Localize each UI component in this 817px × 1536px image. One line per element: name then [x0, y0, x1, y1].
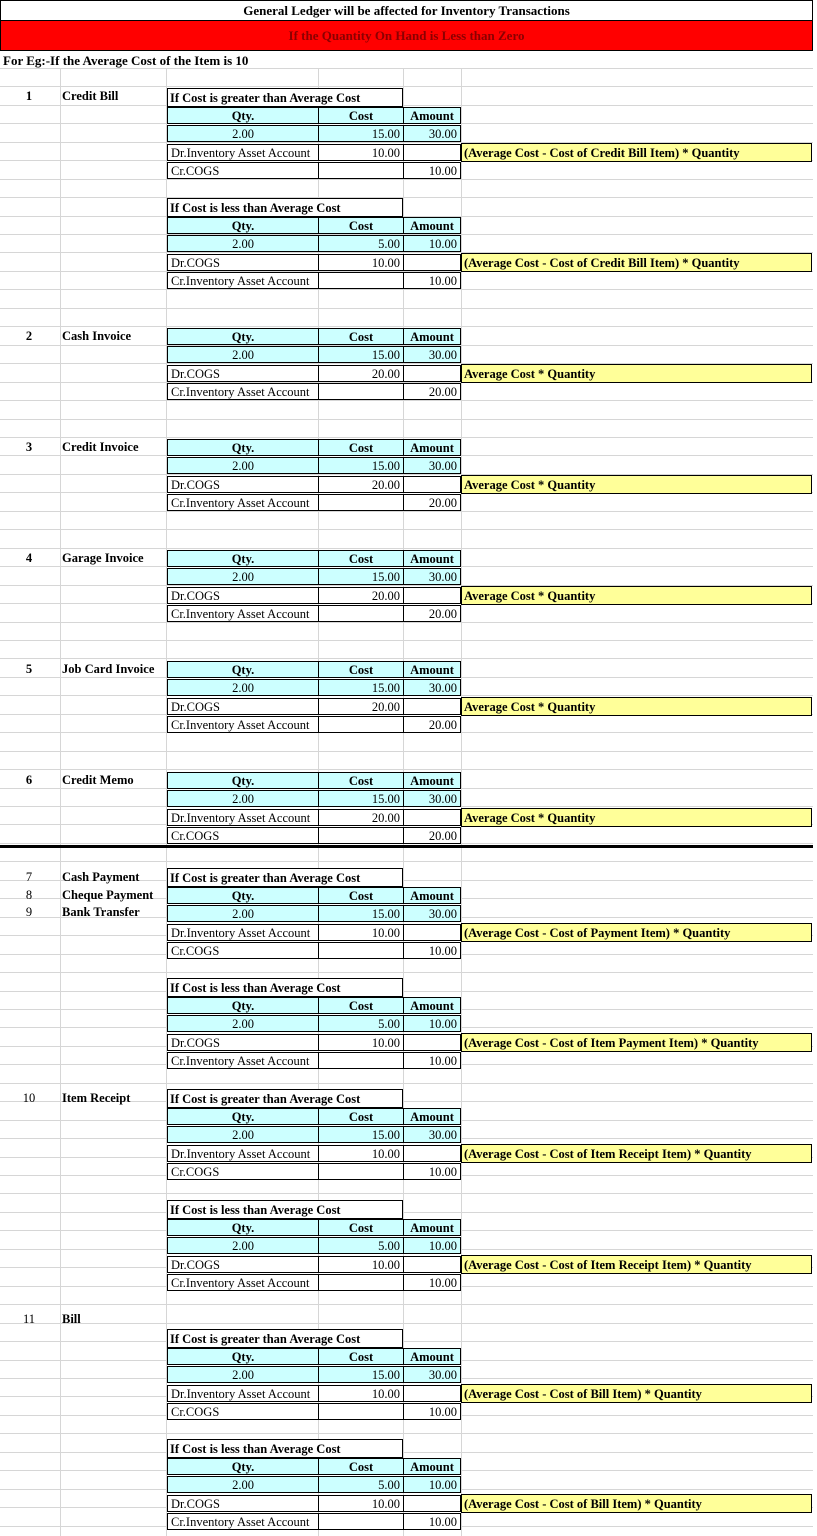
- debit-cost: 20.00: [318, 809, 404, 826]
- cost-value: 5.00: [318, 1476, 404, 1493]
- heading-greater: If Cost is greater than Average Cost: [167, 868, 403, 887]
- credit-account: Cr.Inventory Asset Account: [167, 1052, 319, 1069]
- amount-value: 30.00: [403, 1126, 461, 1143]
- amount-header: Amount: [403, 1348, 461, 1365]
- cost-value: 15.00: [318, 457, 404, 474]
- amount-header: Amount: [403, 107, 461, 124]
- qty-header: Qty.: [167, 328, 319, 345]
- grid-line: [0, 105, 813, 106]
- grid-line: [0, 640, 813, 641]
- credit-cost-empty: [318, 272, 404, 289]
- cost-header: Cost: [318, 887, 404, 904]
- grid-line: [0, 1212, 813, 1213]
- grid-line: [0, 769, 813, 770]
- grid-line: [0, 437, 813, 438]
- sheet-title: General Ledger will be affected for Inventory Transactions: [0, 0, 813, 21]
- section-number: 4: [25, 551, 33, 565]
- grid-line: [0, 1341, 813, 1342]
- credit-account: Cr.Inventory Asset Account: [167, 716, 319, 733]
- debit-cost: 20.00: [318, 698, 404, 715]
- debit-amount-empty: [403, 1145, 461, 1162]
- grid-line: [0, 972, 813, 973]
- debit-amount-empty: [403, 144, 461, 161]
- qty-header: Qty.: [167, 1348, 319, 1365]
- amount-value: 10.00: [403, 1015, 461, 1032]
- debit-account: Dr.COGS: [167, 1034, 319, 1051]
- amount-value: 10.00: [403, 235, 461, 252]
- cost-value: 5.00: [318, 1015, 404, 1032]
- grid-line: [0, 548, 813, 549]
- grid-line: [0, 308, 813, 309]
- credit-cost-empty: [318, 1274, 404, 1291]
- cost-value: 5.00: [318, 235, 404, 252]
- formula-note: Average Cost * Quantity: [461, 586, 812, 605]
- cost-value: 15.00: [318, 346, 404, 363]
- qty-value: 2.00: [167, 457, 319, 474]
- grid-line: [0, 1193, 813, 1194]
- amount-value: 30.00: [403, 457, 461, 474]
- qty-value: 2.00: [167, 568, 319, 585]
- cost-header: Cost: [318, 1348, 404, 1365]
- credit-account: Cr.COGS: [167, 1163, 319, 1180]
- cost-value: 15.00: [318, 905, 404, 922]
- debit-cost: 10.00: [318, 1385, 404, 1402]
- grid-line: [0, 991, 813, 992]
- debit-amount-empty: [403, 587, 461, 604]
- section-divider: [0, 845, 813, 848]
- cost-value: 15.00: [318, 679, 404, 696]
- credit-cost-empty: [318, 1513, 404, 1530]
- credit-amount: 10.00: [403, 1163, 461, 1180]
- debit-amount-empty: [403, 1495, 461, 1512]
- cost-value: 15.00: [318, 568, 404, 585]
- debit-account: Dr.COGS: [167, 1256, 319, 1273]
- debit-cost: 10.00: [318, 1034, 404, 1051]
- grid-line: [0, 289, 813, 290]
- qty-header: Qty.: [167, 1108, 319, 1125]
- formula-note: (Average Cost - Cost of Item Receipt Item) * Quantity: [461, 1255, 812, 1274]
- formula-note: (Average Cost - Cost of Bill Item) * Quantity: [461, 1384, 812, 1403]
- section-number: 3: [25, 440, 33, 454]
- credit-account: Cr.Inventory Asset Account: [167, 383, 319, 400]
- amount-value: 30.00: [403, 125, 461, 142]
- credit-account: Cr.COGS: [167, 827, 319, 844]
- amount-header: Amount: [403, 772, 461, 789]
- debit-cost: 20.00: [318, 365, 404, 382]
- credit-account: Cr.COGS: [167, 1403, 319, 1420]
- section-number: 10: [22, 1091, 36, 1105]
- credit-account: Cr.COGS: [167, 942, 319, 959]
- debit-amount-empty: [403, 254, 461, 271]
- section-number: 6: [25, 773, 33, 787]
- credit-amount: 20.00: [403, 494, 461, 511]
- qty-value: 2.00: [167, 235, 319, 252]
- amount-value: 10.00: [403, 1237, 461, 1254]
- cost-header: Cost: [318, 107, 404, 124]
- example-text: For Eg:-If the Average Cost of the Item is 10: [3, 53, 249, 68]
- formula-note: Average Cost * Quantity: [461, 475, 812, 494]
- amount-header: Amount: [403, 439, 461, 456]
- section-number: 8: [25, 888, 33, 902]
- formula-note: Average Cost * Quantity: [461, 808, 812, 827]
- credit-amount: 10.00: [403, 1513, 461, 1530]
- grid-line: [0, 326, 813, 327]
- cost-header: Cost: [318, 1108, 404, 1125]
- credit-account: Cr.Inventory Asset Account: [167, 605, 319, 622]
- section-label: Bank Transfer: [62, 905, 140, 919]
- credit-amount: 20.00: [403, 827, 461, 844]
- amount-header: Amount: [403, 1219, 461, 1236]
- amount-header: Amount: [403, 217, 461, 234]
- credit-cost-empty: [318, 383, 404, 400]
- section-number: 11: [22, 1312, 36, 1326]
- grid-line: [0, 658, 813, 659]
- debit-account: Dr.COGS: [167, 698, 319, 715]
- credit-account: Cr.Inventory Asset Account: [167, 1513, 319, 1530]
- cost-header: Cost: [318, 550, 404, 567]
- amount-header: Amount: [403, 550, 461, 567]
- credit-amount: 10.00: [403, 1403, 461, 1420]
- qty-header: Qty.: [167, 772, 319, 789]
- credit-amount: 10.00: [403, 162, 461, 179]
- section-label: Garage Invoice: [62, 551, 144, 565]
- cost-header: Cost: [318, 1219, 404, 1236]
- formula-note: (Average Cost - Cost of Item Payment Item) * Quantity: [461, 1033, 812, 1052]
- condition-banner: If the Quantity On Hand is Less than Zero: [0, 20, 813, 51]
- heading-less: If Cost is less than Average Cost: [167, 1200, 403, 1219]
- cost-header: Cost: [318, 439, 404, 456]
- cost-value: 15.00: [318, 790, 404, 807]
- formula-note: Average Cost * Quantity: [461, 364, 812, 383]
- section-label: Cheque Payment: [62, 888, 154, 902]
- debit-cost: 10.00: [318, 1256, 404, 1273]
- qty-value: 2.00: [167, 905, 319, 922]
- qty-value: 2.00: [167, 1366, 319, 1383]
- formula-note: Average Cost * Quantity: [461, 697, 812, 716]
- heading-less: If Cost is less than Average Cost: [167, 1439, 403, 1458]
- cost-header: Cost: [318, 217, 404, 234]
- grid-line: [0, 529, 813, 530]
- debit-amount-empty: [403, 365, 461, 382]
- debit-account: Dr.Inventory Asset Account: [167, 924, 319, 941]
- formula-note: (Average Cost - Cost of Credit Bill Item) * Quantity: [461, 143, 812, 162]
- cost-header: Cost: [318, 1458, 404, 1475]
- amount-value: 30.00: [403, 346, 461, 363]
- credit-account: Cr.Inventory Asset Account: [167, 1274, 319, 1291]
- debit-cost: 20.00: [318, 476, 404, 493]
- section-number: 2: [25, 329, 33, 343]
- qty-value: 2.00: [167, 679, 319, 696]
- formula-note: (Average Cost - Cost of Credit Bill Item) * Quantity: [461, 253, 812, 272]
- debit-amount-empty: [403, 476, 461, 493]
- section-label: Cash Payment: [62, 870, 140, 884]
- debit-amount-empty: [403, 924, 461, 941]
- credit-cost-empty: [318, 716, 404, 733]
- credit-cost-empty: [318, 605, 404, 622]
- cost-value: 5.00: [318, 1237, 404, 1254]
- amount-value: 30.00: [403, 790, 461, 807]
- debit-account: Dr.Inventory Asset Account: [167, 1145, 319, 1162]
- grid-line: [0, 622, 813, 623]
- qty-value: 2.00: [167, 125, 319, 142]
- amount-value: 30.00: [403, 679, 461, 696]
- amount-value: 30.00: [403, 568, 461, 585]
- amount-value: 30.00: [403, 1366, 461, 1383]
- cost-value: 15.00: [318, 125, 404, 142]
- qty-value: 2.00: [167, 1015, 319, 1032]
- qty-header: Qty.: [167, 1458, 319, 1475]
- formula-note: (Average Cost - Cost of Bill Item) * Quantity: [461, 1494, 812, 1513]
- qty-value: 2.00: [167, 346, 319, 363]
- grid-line: [0, 751, 813, 752]
- credit-cost-empty: [318, 1163, 404, 1180]
- credit-cost-empty: [318, 162, 404, 179]
- qty-value: 2.00: [167, 1126, 319, 1143]
- debit-account: Dr.COGS: [167, 476, 319, 493]
- cost-header: Cost: [318, 661, 404, 678]
- grid-line: [0, 179, 813, 180]
- debit-amount-empty: [403, 1034, 461, 1051]
- cost-header: Cost: [318, 772, 404, 789]
- credit-cost-empty: [318, 827, 404, 844]
- qty-header: Qty.: [167, 107, 319, 124]
- credit-account: Cr.COGS: [167, 162, 319, 179]
- section-number: 7: [25, 870, 33, 884]
- debit-account: Dr.Inventory Asset Account: [167, 1385, 319, 1402]
- heading-less: If Cost is less than Average Cost: [167, 978, 403, 997]
- credit-amount: 10.00: [403, 942, 461, 959]
- section-label: Credit Invoice: [62, 440, 139, 454]
- debit-account: Dr.Inventory Asset Account: [167, 144, 319, 161]
- grid-line: [0, 1452, 813, 1453]
- qty-header: Qty.: [167, 550, 319, 567]
- grid-line: [0, 419, 813, 420]
- amount-value: 30.00: [403, 905, 461, 922]
- cost-header: Cost: [318, 328, 404, 345]
- section-label: Bill: [62, 1312, 81, 1326]
- credit-account: Cr.Inventory Asset Account: [167, 494, 319, 511]
- debit-account: Dr.COGS: [167, 254, 319, 271]
- section-label: Credit Memo: [62, 773, 134, 787]
- debit-account: Dr.COGS: [167, 587, 319, 604]
- heading-less: If Cost is less than Average Cost: [167, 198, 403, 217]
- amount-header: Amount: [403, 328, 461, 345]
- debit-account: Dr.Inventory Asset Account: [167, 809, 319, 826]
- qty-value: 2.00: [167, 790, 319, 807]
- debit-cost: 10.00: [318, 144, 404, 161]
- amount-header: Amount: [403, 997, 461, 1014]
- debit-amount-empty: [403, 1256, 461, 1273]
- debit-amount-empty: [403, 698, 461, 715]
- grid-line: [0, 400, 813, 401]
- grid-line: [0, 1433, 813, 1434]
- debit-cost: 10.00: [318, 924, 404, 941]
- cost-header: Cost: [318, 997, 404, 1014]
- qty-header: Qty.: [167, 661, 319, 678]
- amount-header: Amount: [403, 887, 461, 904]
- credit-cost-empty: [318, 942, 404, 959]
- cost-value: 15.00: [318, 1126, 404, 1143]
- grid-line: [0, 1323, 813, 1324]
- formula-note: (Average Cost - Cost of Item Receipt Item) * Quantity: [461, 1144, 812, 1163]
- cost-value: 15.00: [318, 1366, 404, 1383]
- debit-account: Dr.COGS: [167, 1495, 319, 1512]
- qty-header: Qty.: [167, 1219, 319, 1236]
- heading-greater: If Cost is greater than Average Cost: [167, 1089, 403, 1108]
- credit-amount: 20.00: [403, 605, 461, 622]
- grid-line: [0, 86, 813, 87]
- grid-line: [0, 861, 813, 862]
- debit-amount-empty: [403, 809, 461, 826]
- heading-greater: If Cost is greater than Average Cost: [167, 1329, 403, 1348]
- heading-greater: If Cost is greater than Average Cost: [167, 88, 403, 107]
- credit-cost-empty: [318, 494, 404, 511]
- credit-amount: 10.00: [403, 1052, 461, 1069]
- debit-cost: 10.00: [318, 1495, 404, 1512]
- section-number: 1: [25, 89, 33, 103]
- qty-header: Qty.: [167, 217, 319, 234]
- qty-value: 2.00: [167, 1237, 319, 1254]
- section-label: Cash Invoice: [62, 329, 132, 343]
- qty-value: 2.00: [167, 1476, 319, 1493]
- debit-cost: 10.00: [318, 1145, 404, 1162]
- section-label: Credit Bill: [62, 89, 119, 103]
- grid-line: [0, 1304, 813, 1305]
- debit-cost: 10.00: [318, 254, 404, 271]
- debit-account: Dr.COGS: [167, 365, 319, 382]
- credit-cost-empty: [318, 1403, 404, 1420]
- credit-cost-empty: [318, 1052, 404, 1069]
- debit-amount-empty: [403, 1385, 461, 1402]
- amount-header: Amount: [403, 1108, 461, 1125]
- formula-note: (Average Cost - Cost of Payment Item) * Quantity: [461, 923, 812, 942]
- credit-amount: 20.00: [403, 383, 461, 400]
- credit-amount: 10.00: [403, 1274, 461, 1291]
- grid-line: [0, 197, 813, 198]
- qty-header: Qty.: [167, 439, 319, 456]
- credit-amount: 10.00: [403, 272, 461, 289]
- credit-account: Cr.Inventory Asset Account: [167, 272, 319, 289]
- grid-line: [0, 511, 813, 512]
- amount-value: 10.00: [403, 1476, 461, 1493]
- credit-amount: 20.00: [403, 716, 461, 733]
- qty-header: Qty.: [167, 997, 319, 1014]
- qty-header: Qty.: [167, 887, 319, 904]
- amount-header: Amount: [403, 661, 461, 678]
- section-number: 9: [25, 905, 33, 919]
- section-label: Item Receipt: [62, 1091, 131, 1105]
- grid-line: [0, 1083, 813, 1084]
- amount-header: Amount: [403, 1458, 461, 1475]
- section-number: 5: [25, 662, 33, 676]
- section-label: Job Card Invoice: [62, 662, 155, 676]
- debit-cost: 20.00: [318, 587, 404, 604]
